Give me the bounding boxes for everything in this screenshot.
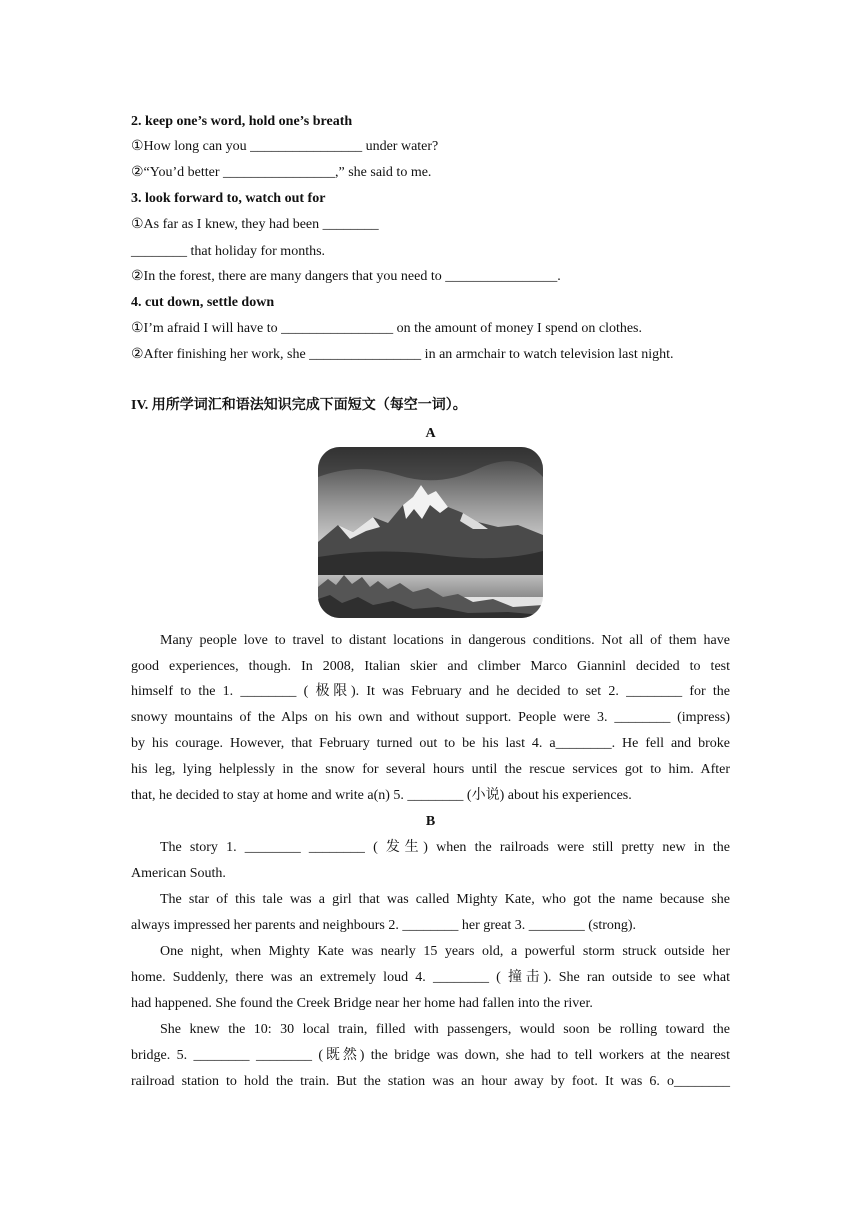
passage-a-line-1: Many people love to travel to distant locations in dangerous conditions. Not all of them have bbox=[160, 633, 730, 648]
phrase-2-question-1: ①How long can you ________________ under water? bbox=[131, 139, 439, 154]
passage-a-label: A bbox=[425, 426, 436, 441]
phrase-3-question-1b: ________ that holiday for months. bbox=[131, 244, 326, 259]
passage-b-line-3: The star of this tale was a girl that was called Mighty Kate, who got the name because she bbox=[160, 892, 730, 907]
passage-b-line-5: One night, when Mighty Kate was nearly 15 years old, a powerful storm struck outside her bbox=[160, 944, 730, 959]
passage-a-line-2: good experiences, though. In 2008, Italian skier and climber Marco Gianninl decided to test bbox=[131, 659, 730, 674]
phrase-2-question-2: ②“You’d better ________________,” she said to me. bbox=[131, 165, 432, 180]
passage-b-line-9: bridge. 5. ________ ________ (既然) the bridge was down, she had to tell workers at the nearest bbox=[131, 1048, 730, 1063]
phrase-4-question-2: ②After finishing her work, she ________________ in an armchair to watch television last night. bbox=[131, 347, 674, 362]
passage-a-line-7: that, he decided to stay at home and write a(n) 5. ________ (小说) about his experiences. bbox=[131, 788, 632, 803]
section-iv-title: IV. 用所学词汇和语法知识完成下面短文（每空一词）。 bbox=[131, 398, 467, 413]
passage-b-line-1: The story 1. ________ ________ ( 发生) when the railroads were still pretty new in the bbox=[160, 840, 730, 855]
passage-a-line-5: by his courage. However, that February turned out to be his last 4. a________. He fell and broke bbox=[131, 736, 730, 751]
mountain-lake-photo bbox=[318, 447, 543, 618]
phrase-3-title: 3. look forward to, watch out for bbox=[131, 191, 326, 206]
passage-b-label: B bbox=[425, 814, 436, 829]
passage-a-line-3: himself to the 1. ________ ( 极限). It was February and he decided to set 2. ________ for the bbox=[131, 684, 730, 699]
passage-b-line-10: railroad station to hold the train. But the station was an hour away by foot. It was 6. o________ bbox=[131, 1074, 730, 1089]
passage-b-line-6: home. Suddenly, there was an extremely loud 4. ________ ( 撞击). She ran outside to see what bbox=[131, 970, 730, 985]
phrase-3-question-1a: ①As far as I knew, they had been ________ bbox=[131, 217, 379, 232]
phrase-4-title: 4. cut down, settle down bbox=[131, 295, 275, 310]
phrase-3-question-2: ②In the forest, there are many dangers that you need to ________________. bbox=[131, 269, 561, 284]
passage-a-line-6: his leg, lying helplessly in the snow for several hours until the rescue services got to him. After bbox=[131, 762, 730, 777]
phrase-2-title: 2. keep one’s word, hold one’s breath bbox=[131, 114, 353, 129]
passage-b-line-7: had happened. She found the Creek Bridge near her home had fallen into the river. bbox=[131, 996, 593, 1011]
passage-a-line-4: snowy mountains of the Alps on his own and without support. People were 3. ________ (impress) bbox=[131, 710, 730, 725]
passage-b-line-8: She knew the 10: 30 local train, filled with passengers, would soon be rolling toward the bbox=[160, 1022, 730, 1037]
phrase-4-question-1: ①I’m afraid I will have to ________________ on the amount of money I spend on clothes. bbox=[131, 321, 643, 336]
passage-b-line-2: American South. bbox=[131, 866, 226, 881]
passage-b-line-4: always impressed her parents and neighbours 2. ________ her great 3. ________ (strong). bbox=[131, 918, 637, 933]
